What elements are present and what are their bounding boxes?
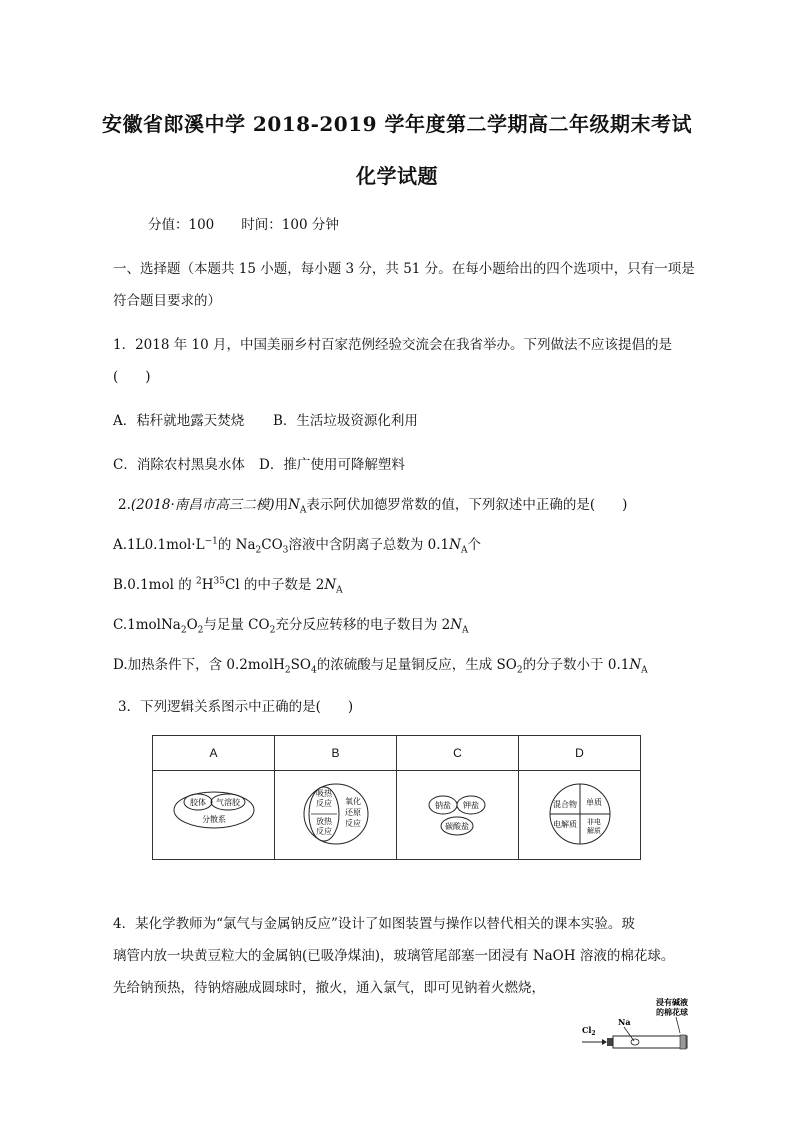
svg-text:吸热: 吸热 (315, 788, 332, 798)
figure-na-label: Na (618, 1017, 631, 1027)
exam-meta: 分值：100 时间：100 分钟 (148, 217, 339, 233)
q2-stem: 2.(2018·南昌市高三二模)用$N_A$表示阿伏加德罗常数的值，下列叙述中正确的是( ) (118, 497, 628, 516)
svg-text:电解质: 电解质 (552, 819, 577, 829)
svg-text:钾盐: 钾盐 (462, 800, 479, 810)
svg-text:非电: 非电 (586, 817, 601, 826)
q1-option-a: A．秸秆就地露天焚烧 (113, 413, 245, 429)
section-heading-line2: 符合题目要求的） (113, 293, 221, 309)
q2-number: 2. (118, 497, 131, 513)
q4-apparatus-figure (580, 995, 700, 1057)
q4-line3: 先给钠预热，待钠熔融成圆球时，撤火，通入氯气，即可见钠着火燃烧， (113, 980, 545, 996)
q3-header-a: A (153, 736, 275, 771)
q3-diagram-b (275, 771, 397, 860)
svg-text:反应: 反应 (315, 826, 332, 836)
q1-option-b: B．生活垃圾资源化利用 (273, 413, 418, 429)
q4-line2: 璃管内放一块黄豆粒大的金属钠(已吸净煤油)，玻璃管尾部塞一团浸有 NaOH 溶液的棉花球。 (113, 948, 675, 964)
figure-cl2-label: $Cl_2$ (582, 1025, 596, 1037)
q3-header-d: D (519, 736, 641, 771)
venn-diagram-b (276, 774, 396, 854)
q3-header-c: C (397, 736, 519, 771)
svg-text:碳酸盐: 碳酸盐 (444, 821, 469, 831)
q2-option-d: D.加热条件下，含 $0.2molH_2SO_4$的浓硫酸与足量铜反应，生成 $SO_2$的分子数小于 $0.1N_A$ (113, 657, 648, 676)
figure-label-line2: 的棉花球 (656, 1007, 688, 1017)
a-aerosol-label: 气溶胶 (215, 797, 240, 807)
q3-stem: 3．下列逻辑关系图示中正确的是( ) (118, 699, 354, 715)
section-heading-line1: 一、选择题（本题共 15 小题，每小题 3 分，共 51 分。在每小题给出的四个选项中，只有一项是 (113, 261, 695, 277)
a-colloid-label: 胶体 (189, 797, 206, 807)
q2-option-b: B.0.1mol 的 $^2H^{35}Cl$ 的中子数是 $2N_A$ (113, 576, 343, 596)
q1-paren: ( ) (113, 369, 151, 385)
figure-label-line1: 浸有碱液 (656, 997, 688, 1007)
q3-diagram-table (152, 735, 641, 860)
q1-option-d: D．推广使用可降解塑料 (259, 457, 405, 473)
q3-diagram-a (153, 771, 275, 860)
q1-option-c: C．消除农村黑臭水体 (113, 457, 245, 473)
svg-text:氧化: 氧化 (344, 796, 361, 806)
venn-diagram-a (154, 774, 274, 854)
venn-diagram-c (398, 774, 518, 854)
q2-option-a: $A.1L0.1mol\cdot L^{-1}$的 $Na_2CO_3$溶液中含阴离子总数为 $0.1N_A$个 (113, 536, 481, 556)
svg-text:反应: 反应 (315, 798, 332, 808)
exam-subtitle: 化学试题 (356, 164, 438, 188)
svg-text:单质: 单质 (585, 797, 602, 807)
exam-title: 安徽省郎溪中学 2018-2019 学年度第二学期高二年级期末考试 (101, 112, 693, 136)
svg-text:混合物: 混合物 (552, 799, 577, 809)
venn-diagram-d (520, 774, 640, 854)
a-dispersion-label: 分散系 (201, 814, 226, 824)
q2-option-c: $C.1molNa_2O_2$与足量 $CO_2$充分反应转移的电子数目为 $2N_A$ (113, 617, 469, 636)
q1-stem: 1．2018 年 10 月，中国美丽乡村百家范例经验交流会在我省举办。下列做法不应该提倡的是 (113, 337, 672, 353)
svg-text:放热: 放热 (315, 816, 332, 826)
q3-diagram-c (397, 771, 519, 860)
svg-text:解质: 解质 (586, 826, 601, 835)
q3-diagram-d (519, 771, 641, 860)
q3-header-b: B (275, 736, 397, 771)
svg-text:反应: 反应 (344, 818, 361, 828)
q2-source: (2018·南昌市高三二模) (130, 497, 275, 513)
svg-text:还原: 还原 (344, 807, 361, 817)
q4-line1: 4．某化学教师为“氯气与金属钠反应”设计了如图装置与操作以替代相关的课本实验。玻 (113, 916, 635, 932)
svg-text:钠盐: 钠盐 (434, 800, 451, 810)
